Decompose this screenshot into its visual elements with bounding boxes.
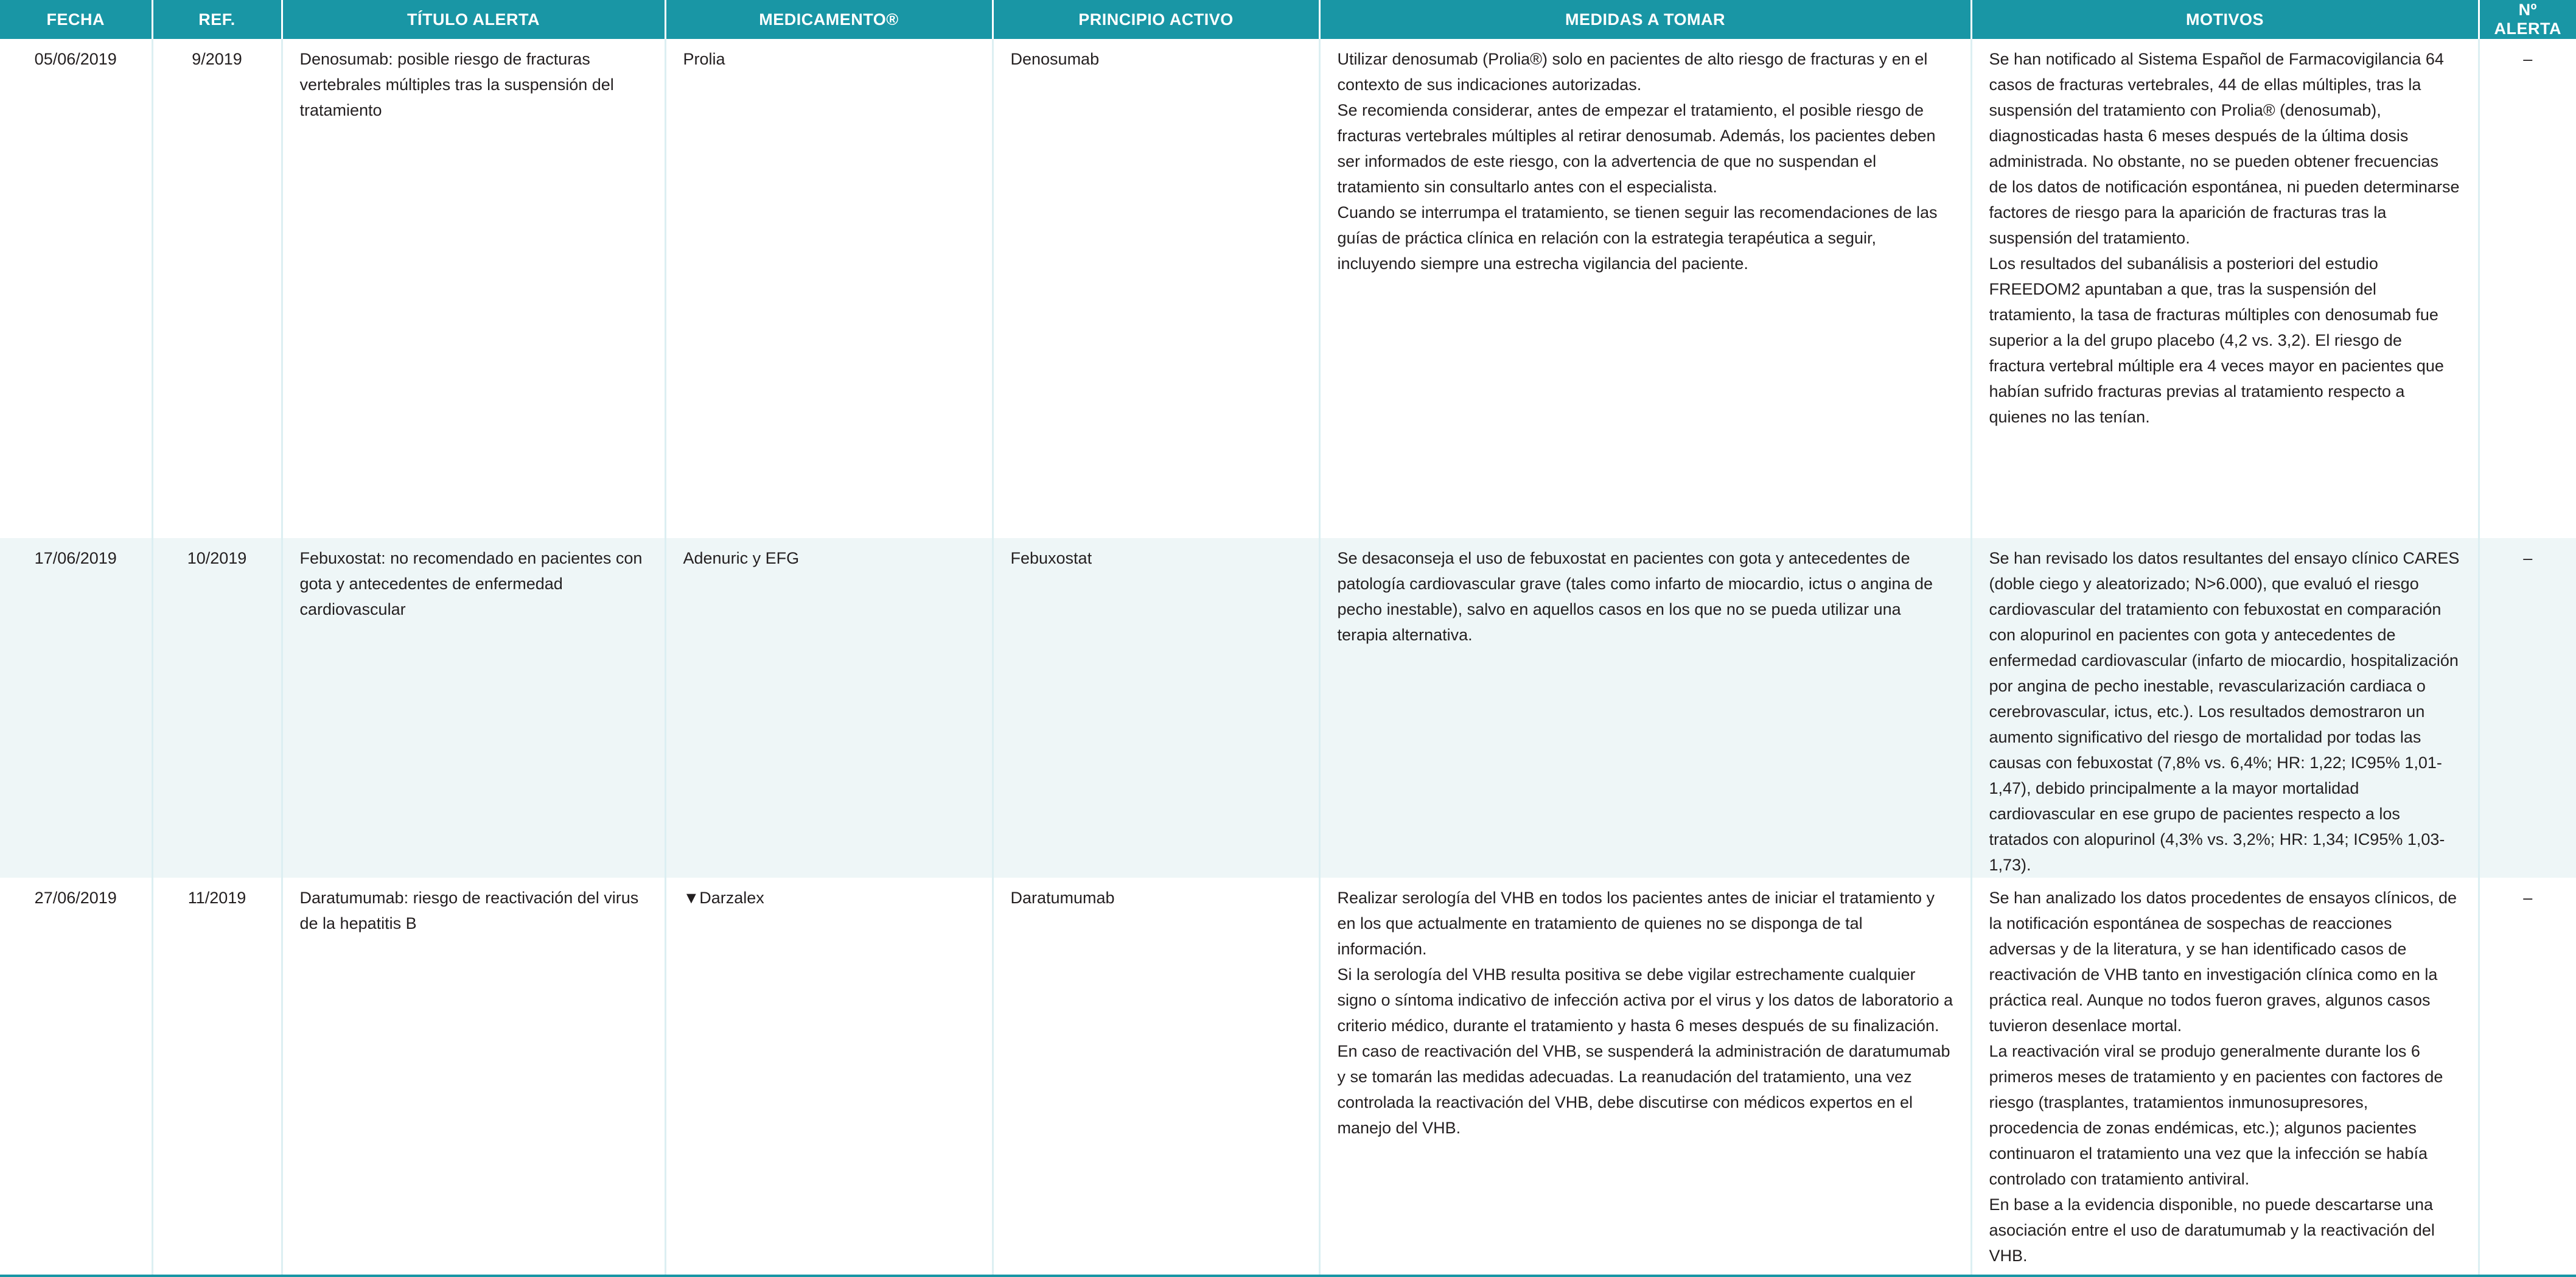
header-titulo: TÍTULO ALERTA (282, 0, 665, 39)
motivos-paragraph: Los resultados del subanálisis a posteriori del estudio FREEDOM2 apuntaban a que, tras la suspensión del tratamiento, la tasa de fracturas múltiples con denosumab fue superior a la del grupo placebo (4,2 vs. 3,2). El riesgo de fractura vertebral múltiple era 4 veces mayor en pacientes que habían sufrido fracturas previas al tratamiento respecto a quienes no las tenían. (1989, 254, 2444, 426)
table-row (0, 538, 2576, 878)
motivos-paragraph: La reactivación viral se produjo generalmente durante los 6 primeros meses de tratamiento y en pacientes con factores de riesgo (trasplantes, tratamientos inmunosupresores, procedencia de zonas endémicas, etc.); algunos pacientes continuaron el tratamiento una vez que la infección se había controlado con tratamiento antiviral. (1989, 1042, 2443, 1188)
cell-motivos (1971, 538, 2479, 878)
header-principio-activo: PRINCIPIO ACTIVO (993, 0, 1319, 39)
header-row (0, 0, 2576, 39)
cell-ref: 10/2019 (152, 538, 282, 878)
header-medicamento: MEDICAMENTO® (665, 0, 993, 39)
cell-medidas (1319, 538, 1971, 878)
cell-ref: 9/2019 (152, 39, 282, 538)
motivos-paragraph: Se han analizado los datos procedentes de ensayos clínicos, de la notificación espontánea de sospechas de reacciones adversas y de la literatura, y se han identificado casos de reactivación de VHB tanto en investigación clínica como en la práctica real. Aunque no todos fueron graves, algunos casos tuvieron desenlace mortal. (1989, 889, 2457, 1035)
header-motivos: MOTIVOS (1971, 0, 2479, 39)
header-medidas: MEDIDAS A TOMAR (1319, 0, 1971, 39)
medidas-paragraph: Cuando se interrumpa el tratamiento, se tienen seguir las recomendaciones de las guías de práctica clínica en relación con la estrategia terapéutica a seguir, incluyendo siempre una estrecha vigilancia del paciente. (1337, 203, 1938, 273)
medidas-paragraph: Si la serología del VHB resulta positiva se debe vigilar estrechamente cualquier signo o síntoma indicativo de infección activa por el virus y los datos de laboratorio a criterio médico, durante el tratamiento y hasta 6 meses después de su finalización. (1337, 965, 1953, 1035)
header-ref: REF. (152, 0, 282, 39)
cell-titulo: Febuxostat: no recomendado en pacientes con gota y antecedentes de enfermedad cardiovascular (282, 538, 665, 878)
medidas-paragraph: Utilizar denosumab (Prolia®) solo en pacientes de alto riesgo de fracturas y en el contexto de sus indicaciones autorizadas. (1337, 50, 1928, 94)
cell-titulo: Daratumumab: riesgo de reactivación del virus de la hepatitis B (282, 878, 665, 1276)
cell-fecha: 05/06/2019 (0, 39, 152, 538)
cell-medidas (1319, 878, 1971, 1276)
cell-medidas (1319, 39, 1971, 538)
medidas-paragraph: Realizar serología del VHB en todos los pacientes antes de iniciar el tratamiento y en los que actualmente en tratamiento de quienes no se disponga de tal información. (1337, 889, 1935, 958)
cell-medicamento: Prolia (665, 39, 993, 538)
cell-motivos (1971, 878, 2479, 1276)
cell-fecha: 27/06/2019 (0, 878, 152, 1276)
cell-fecha: 17/06/2019 (0, 538, 152, 878)
cell-numero-alerta: – (2479, 538, 2576, 878)
cell-motivos (1971, 39, 2479, 538)
medidas-paragraph: En caso de reactivación del VHB, se suspenderá la administración de daratumumab y se tomarán las medidas adecuadas. La reanudación del tratamiento, una vez controlada la reactivación del VHB, debe discutirse con médicos expertos en el manejo del VHB. (1337, 1042, 1950, 1137)
cell-principio-activo: Daratumumab (993, 878, 1319, 1276)
motivos-paragraph: Se han revisado los datos resultantes del ensayo clínico CARES (doble ciego y aleatorizado; N>6.000), que evaluó el riesgo cardiovascular del tratamiento con febuxostat en comparación con alopurinol en pacientes con gota y antecedentes de enfermedad cardiovascular (infarto de miocardio, hospitalización por angina de pecho inestable, revascularización cardiaca o cerebrovascular, ictus, etc.). Los resultados demostraron un aumento significativo del riesgo de mortalidad por todas las causas con febuxostat (7,8% vs. 6,4%; HR: 1,22; IC95% 1,01-1,47), debido principalmente a la mayor mortalidad cardiovascular en ese grupo de pacientes respecto a los tratados con alopurinol (4,3% vs. 3,2%; HR: 1,34; IC95% 1,03-1,73). (1989, 549, 2460, 874)
cell-medicamento: ▼Darzalex (665, 878, 993, 1276)
header-numero-alerta: Nº ALERTA (2479, 0, 2576, 39)
header-fecha: FECHA (0, 0, 152, 39)
table-row (0, 39, 2576, 538)
medidas-paragraph: Se recomienda considerar, antes de empezar el tratamiento, el posible riesgo de fracturas vertebrales múltiples al retirar denosumab. Además, los pacientes deben ser informados de este riesgo, con la advertencia de que no suspendan el tratamiento sin consultarlo antes con el especialista. (1337, 101, 1936, 196)
medidas-paragraph: Se desaconseja el uso de febuxostat en pacientes con gota y antecedentes de patología cardiovascular grave (tales como infarto de miocardio, ictus o angina de pecho inestable), salvo en aquellos casos en los que no se pueda utilizar una terapia alternativa. (1337, 549, 1933, 644)
cell-medicamento: Adenuric y EFG (665, 538, 993, 878)
motivos-paragraph: Se han notificado al Sistema Español de Farmacovigilancia 64 casos de fracturas vertebrales, 44 de ellas múltiples, tras la suspensión del tratamiento con Prolia® (denosumab), diagnosticadas hasta 6 meses después de la última dosis administrada. No obstante, no se pueden obtener frecuencias de los datos de notificación espontánea, ni pueden determinarse factores de riesgo para la aparición de fracturas tras la suspensión del tratamiento. (1989, 50, 2460, 247)
cell-numero-alerta: – (2479, 39, 2576, 538)
motivos-paragraph: En base a la evidencia disponible, no puede descartarse una asociación entre el uso de daratumumab y la reactivación del VHB. (1989, 1195, 2435, 1265)
cell-principio-activo: Febuxostat (993, 538, 1319, 878)
table-row (0, 878, 2576, 1276)
cell-principio-activo: Denosumab (993, 39, 1319, 538)
cell-numero-alerta: – (2479, 878, 2576, 1276)
cell-titulo: Denosumab: posible riesgo de fracturas vertebrales múltiples tras la suspensión del tratamiento (282, 39, 665, 538)
cell-ref: 11/2019 (152, 878, 282, 1276)
